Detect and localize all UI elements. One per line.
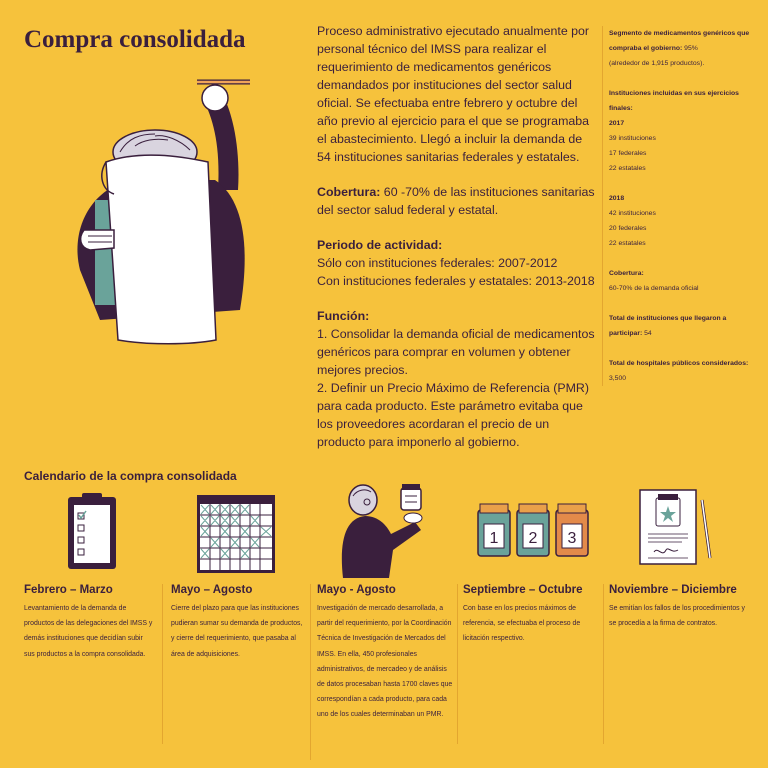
step-3-heading: Mayo - Agosto xyxy=(317,584,396,596)
year-2018: 2018 xyxy=(609,195,625,202)
total-hosp-value: 3,500 xyxy=(609,375,627,382)
funcion-label: Función: xyxy=(317,309,370,323)
total-hosp-stat xyxy=(609,356,757,386)
jar-number-3: 3 xyxy=(567,530,577,547)
calendar-title: Calendario de la compra consolidada xyxy=(24,469,237,483)
calendar-divider-4 xyxy=(603,584,604,744)
periodo-line-1: Sólo con instituciones federales: 2007-2012 xyxy=(317,256,558,270)
step-5-text: Se emitían los fallos de los procedimientos y se procedía a la firma de contratos. xyxy=(609,605,745,628)
calendar-step-3 xyxy=(317,584,453,723)
segmento-note: (alrededor de 1,915 productos). xyxy=(609,60,705,67)
jar-number-1: 1 xyxy=(489,530,499,547)
y2017-total: 39 instituciones xyxy=(609,135,656,142)
total-hosp-label: Total de hospitales públicos considerados: xyxy=(609,360,749,367)
segmento-stat xyxy=(609,26,757,56)
periodo-label: Periodo de actividad: xyxy=(317,238,443,252)
periodo-line-2: Con instituciones federales y estatales: 2013-2018 xyxy=(317,274,595,288)
page-title: Compra consolidada xyxy=(24,26,246,53)
step-1-heading: Febrero – Marzo xyxy=(24,584,113,596)
signed-contract-icon xyxy=(638,488,718,568)
calendar-step-2 xyxy=(171,584,306,662)
sidebar-divider xyxy=(602,26,603,386)
cobertura-side-label: Cobertura: xyxy=(609,270,644,277)
segmento-group xyxy=(609,26,757,71)
instituciones-group xyxy=(609,86,757,176)
calendar-step-1 xyxy=(24,584,154,662)
y2018-estatales: 22 estatales xyxy=(609,240,646,247)
y2017-federales: 17 federales xyxy=(609,150,647,157)
calendar-divider-3 xyxy=(457,584,458,744)
intro-text: Proceso administrativo ejecutado anualmente por personal técnico del IMSS para realizar el requerimiento de medicamentos genéricos demandados por instituciones del sector salud oficial. Se efectuaba entre febrero y octubre del año previo al ejercicio para el que se programaba el abastecimiento. Llegó a incluir la demanda de 54 instituciones sanitarias federales y estatales. xyxy=(317,24,590,164)
cobertura-side-group xyxy=(609,266,757,296)
step-4-heading: Septiembre – Octubre xyxy=(463,584,583,596)
stats-sidebar xyxy=(609,26,757,401)
jar-number-2: 2 xyxy=(528,530,538,547)
step-1-text: Levantamiento de la demanda de productos de las delegaciones del IMSS y demás instituciones que decidían subir sus productos a la compra consolidada. xyxy=(24,605,153,658)
y2018-federales: 20 federales xyxy=(609,225,647,232)
funcion-item-2: 2. Definir un Precio Máximo de Referencia (PMR) para cada producto. Este parámetro evitaba que los proveedores acordaran el precio de un producto para imponerlo al gobierno. xyxy=(317,381,590,449)
total-inst-label: Total de instituciones que llegaron a participar: xyxy=(609,315,727,337)
main-description xyxy=(317,22,599,468)
total-inst-stat xyxy=(609,311,757,341)
person-with-medicine-jar-icon xyxy=(335,482,435,578)
y2018-group xyxy=(609,191,757,251)
person-with-scroll-illustration xyxy=(40,70,270,360)
total-inst-group xyxy=(609,311,757,341)
calendar-step-4 xyxy=(463,584,599,647)
step-5-heading: Noviembre – Diciembre xyxy=(609,584,737,596)
step-3-text: Investigación de mercado desarrollada, a partir del requerimiento, por la Coordinación Técnica de Investigación de Mercados del IMSS. En ella, 450 profesionales administrativos, de mercadeo y de análisis de datos procesaban hasta 1700 claves que correspondían a cada producto, para cada uno de los cuales determinaban un PMR. xyxy=(317,605,453,719)
cobertura-text: 60 -70% de las instituciones sanitarias del sector salud federal y estatal. xyxy=(317,185,595,217)
step-2-heading: Mayo – Agosto xyxy=(171,584,253,596)
total-inst-value: 54 xyxy=(644,330,652,337)
calendar-divider-2 xyxy=(310,584,311,760)
numbered-jars-icon xyxy=(476,502,591,558)
cobertura-label: Cobertura: xyxy=(317,185,381,199)
y2018-total: 42 instituciones xyxy=(609,210,656,217)
cobertura-side-value: 60-70% de la demanda oficial xyxy=(609,285,699,292)
year-2017: 2017 xyxy=(609,120,625,127)
step-2-text: Cierre del plazo para que las instituciones pudieran sumar su demanda de productos, y cierre del requerimiento, que pasaba al área de adquisiciones. xyxy=(171,605,303,658)
total-hosp-group xyxy=(609,356,757,386)
clipboard-checklist-icon xyxy=(64,493,120,573)
cobertura-block xyxy=(317,183,599,219)
step-4-text: Con base en los precios máximos de referencia, se efectuaba el proceso de licitación respectivo. xyxy=(463,605,581,643)
segmento-label: Segmento de medicamentos genéricos que compraba el gobierno: xyxy=(609,30,750,52)
y2017-estatales: 22 estatales xyxy=(609,165,646,172)
segmento-value: 95% xyxy=(684,45,698,52)
calendar-step-5 xyxy=(609,584,749,631)
periodo-block xyxy=(317,236,599,290)
funcion-block xyxy=(317,307,599,451)
funcion-item-1: 1. Consolidar la demanda oficial de medicamentos genéricos para comprar en volumen y obtener mejores precios. xyxy=(317,327,595,377)
calendar-grid-icon xyxy=(196,494,276,574)
calendar-divider-1 xyxy=(162,584,163,744)
instituciones-label: Instituciones incluidas en sus ejercicios finales: xyxy=(609,90,739,112)
